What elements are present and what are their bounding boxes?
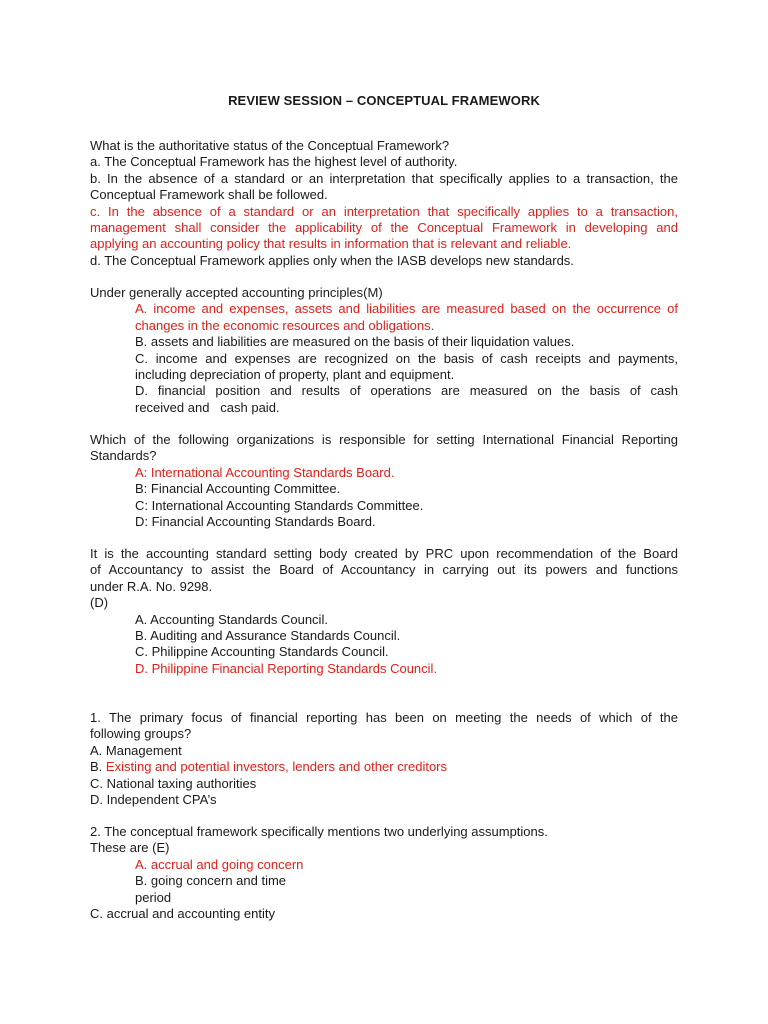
question-2	[90, 824, 678, 922]
option-a: a. The Conceptual Framework has the highest level of authority.	[90, 154, 458, 170]
option-b: B. Auditing and Assurance Standards Council.	[135, 628, 401, 644]
option-d: d. The Conceptual Framework applies only when the IASB develops new standards.	[90, 252, 574, 268]
option-c-answer-line-1: In the absence of a standard or an interpretation that specifically applies to a transaction,	[108, 203, 678, 219]
question-text-line-1: 1. The primary focus of financial reporting has been on meeting the needs of which of the	[90, 710, 678, 725]
question-authoritative-status	[90, 138, 678, 269]
option-a-line-1: A. income and expenses, assets and liabilities are measured based on the occurrence of	[135, 301, 678, 317]
option-d: D. Independent CPA’s	[90, 792, 217, 808]
option-a: A. accrual and going concern	[135, 856, 304, 872]
page-title: REVIEW SESSION – CONCEPTUAL FRAMEWORK	[228, 93, 540, 108]
option-d-line-1: D. financial position and results of operations are measured on the basis of cash	[135, 383, 678, 399]
question-ifrs	[90, 432, 678, 530]
option-b: B: Financial Accounting Committee.	[135, 481, 341, 497]
option-a-line-2: changes in the economic resources and obligations.	[135, 317, 435, 333]
question-text-line-1: Which of the following organizations is responsible for setting International Financial Reporting	[90, 432, 678, 447]
question-text: What is the authoritative status of the Conceptual Framework?	[90, 138, 450, 153]
option-c-line-1	[90, 204, 678, 220]
option-c-line-2: including depreciation of property, plant and equipment.	[135, 367, 455, 383]
option-d: D. Philippine Financial Reporting Standards Council.	[135, 660, 438, 676]
question-text-line-1: It is the accounting standard setting body created by PRC upon recommendation of the Board	[90, 546, 678, 561]
question-tag: (D)	[90, 595, 109, 611]
option-b-line-1: B. going concern and time	[135, 873, 287, 889]
option-b-line-2: Conceptual Framework shall be followed.	[90, 187, 328, 203]
option-c-line-3: applying an accounting policy that results in information that is relevant and reliable.	[90, 236, 572, 252]
option-b	[90, 759, 678, 775]
question-text: Under generally accepted accounting principles(M)	[90, 285, 383, 300]
question-text-line-2: following groups?	[90, 726, 192, 742]
option-d: D: Financial Accounting Standards Board.	[135, 514, 376, 530]
option-c-line-1: C. income and expenses are recognized on the basis of cash receipts and payments,	[135, 350, 678, 366]
question-text-line-2: These are (E)	[90, 840, 170, 856]
option-c: C. accrual and accounting entity	[90, 906, 275, 922]
option-b-answer: Existing and potential investors, lenders and other creditors	[105, 759, 448, 775]
question-gaap	[90, 285, 678, 416]
option-c-prefix: c.	[90, 203, 101, 219]
option-b-line-1: b. In the absence of a standard or an interpretation that specifically applies to a transaction, the	[90, 170, 678, 186]
option-b-line-2: period	[135, 889, 172, 905]
option-a: A. Management	[90, 742, 182, 758]
option-d-line-2: received and cash paid.	[135, 399, 280, 415]
option-b: B. assets and liabilities are measured on the basis of their liquidation values.	[135, 334, 575, 350]
option-a: A: International Accounting Standards Board.	[135, 464, 395, 480]
question-prc	[90, 546, 678, 677]
question-text-line-3: under R.A. No. 9298.	[90, 578, 213, 594]
option-a: A. Accounting Standards Council.	[135, 611, 328, 627]
question-text-line-2: of Accountancy to assist the Board of Accountancy in carrying out its powers and functions	[90, 562, 678, 578]
option-c-line-2: management shall consider the applicability of the Conceptual Framework in developing and	[90, 220, 678, 236]
option-c: C. Philippine Accounting Standards Council.	[135, 644, 389, 660]
option-b-prefix: B.	[90, 759, 103, 775]
question-1	[90, 710, 678, 808]
question-text-line-1: 2. The conceptual framework specifically mentions two underlying assumptions.	[90, 824, 548, 839]
option-c: C: International Accounting Standards Committee.	[135, 497, 424, 513]
question-text-line-2: Standards?	[90, 448, 157, 464]
option-c: C. National taxing authorities	[90, 775, 257, 791]
